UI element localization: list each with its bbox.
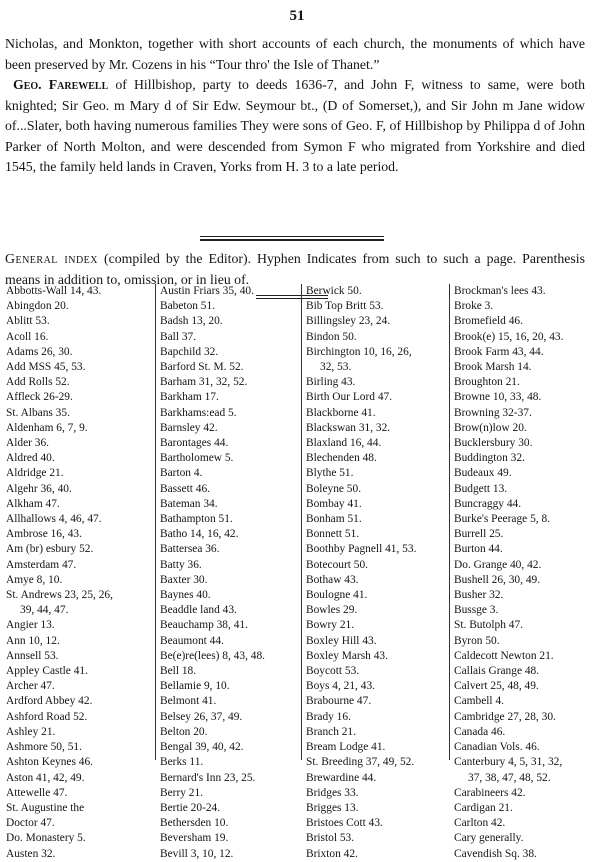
index-entry: Add Rolls 52. [6, 376, 70, 389]
index-entry: Caldecott Newton 21. [454, 649, 554, 662]
index-entry: Bridges 33. [306, 786, 359, 799]
page-number: 51 [289, 8, 305, 24]
index-entry: Bothaw 43. [306, 573, 359, 586]
index-entry: Cardigan 21. [454, 801, 513, 814]
index-entry: Bengal 39, 40, 42. [160, 741, 244, 754]
index-entry: Belton 20. [160, 725, 208, 738]
index-entry: Boxley Marsh 43. [306, 649, 388, 662]
index-entry: St. Augustine the [6, 801, 85, 814]
index-entry: Boulogne 41. [306, 589, 368, 602]
index-entry: Botecourt 50. [306, 558, 369, 571]
index-entry: Ashford Road 52. [6, 710, 88, 723]
index-entry: Bell 18. [160, 665, 197, 678]
index-entry: Bindon 50. [306, 330, 357, 343]
index-entry: Bassett 46. [160, 482, 210, 495]
index-column-1 [6, 284, 113, 862]
index-entry: Cavendish Sq. 38. [454, 847, 537, 860]
index-entry: Amye 8, 10. [6, 573, 63, 586]
index-entry: Barkham 17. [160, 391, 219, 404]
index-entry: Brewardine 44. [306, 771, 377, 784]
section-divider [200, 236, 384, 241]
index-entry: 32, 53. [320, 361, 352, 374]
index-entry: Bonnett 51. [306, 528, 360, 541]
index-entry: Blackswan 31, 32. [306, 421, 391, 434]
index-entry: Abingdon 20. [6, 300, 69, 313]
index-entry: Barkhams:ead 5. [160, 406, 237, 419]
index-entry: Burke's Peerage 5, 8. [454, 513, 550, 526]
index-entry: Aldred 40. [6, 452, 55, 465]
index-entry: Aston 41, 42, 49. [6, 771, 85, 784]
index-entry: Bream Lodge 41. [306, 741, 386, 754]
index-entry: Bateman 34. [160, 497, 218, 510]
index-entry: Bussge 3. [454, 604, 499, 617]
index-entry: Broke 3. [454, 300, 494, 313]
index-entry: Brabourne 47. [306, 695, 372, 708]
index-entry: Bromefield 46. [454, 315, 523, 328]
index-entry: Birling 43. [306, 376, 356, 389]
index-entry: Birchington 10, 16, 26, [306, 345, 412, 358]
index-entry: Browne 10, 33, 48. [454, 391, 542, 404]
index-entry: Blaxland 16, 44. [306, 437, 382, 450]
index-entry: Barnsley 42. [160, 421, 218, 434]
index-entry: Ann 10, 12. [6, 634, 60, 647]
index-entry: Alkham 47. [6, 497, 60, 510]
index-entry: Amsterdam 47. [6, 558, 77, 571]
index-entry: Cary generally. [454, 832, 524, 845]
index-entry: Bartholomew 5. [160, 452, 234, 465]
farewell-text: of Hillbishop, party to deeds 1636-7, and John F, witness to same, were both knighted; Sir Geo. m Mary d of Sir Edw. Seymour bt., (D of Somerset,), and Sir John m Jane widow of...Slater, both having numerous families They were sons of Geo. F, of Hillbishop by Philippa d of John Parker of North Molton, and were descended from Symon F who migrated from Yorkshire and died 1545, the family held lands in Craven, Yorks from H. 3 to a late period. [5, 77, 585, 174]
index-entry: Beauchamp 38, 41. [160, 619, 248, 632]
index-entry: Doctor 47. [6, 817, 55, 830]
index-entry: Barton 4. [160, 467, 203, 480]
index-entry: Barham 31, 32, 52. [160, 376, 248, 389]
index-entry: 39, 44, 47. [20, 604, 69, 617]
index-entry: Boleyne 50. [306, 482, 362, 495]
index-column-3 [306, 284, 416, 862]
index-entry: Bevill 3, 10, 12. [160, 847, 234, 860]
intro-paragraph-1: Nicholas, and Monkton, together with short accounts of each church, the monuments of which have been preserved by Mr. Cozens in his “Tour thro' the Isle of Thanet.” [5, 36, 585, 72]
index-entry: Blackborne 41. [306, 406, 376, 419]
index-entry: Barontages 44. [160, 437, 229, 450]
index-column-4 [454, 284, 563, 862]
index-entry: Archer 47. [6, 680, 55, 693]
index-entry: Angier 13. [6, 619, 55, 632]
index-entry: Browning 32-37. [454, 406, 532, 419]
index-heading-text: (compiled by the Editor). Hyphen Indicates from such to such a page. Parenthesis means in addition to, omission, or in lieu of. [5, 251, 585, 287]
index-entry: Blythe 51. [306, 467, 354, 480]
index-entry: Buddington 32. [454, 452, 525, 465]
index-entry: Busher 32. [454, 589, 504, 602]
index-entry: Burrell 25. [454, 528, 504, 541]
index-entry: Barford St. M. 52. [160, 361, 244, 374]
index-entry: Bombay 41. [306, 497, 362, 510]
index-entry: Ardford Abbey 42. [6, 695, 93, 708]
index-entry: Beaumont 44. [160, 634, 224, 647]
index-entry: Brook Marsh 14. [454, 361, 532, 374]
index-entry: Baxter 30. [160, 573, 208, 586]
index-entry: Birth Our Lord 47. [306, 391, 393, 404]
index-entry: Bristoes Cott 43. [306, 817, 383, 830]
index-entry: Austen 32. [6, 847, 56, 860]
index-entry: St. Andrews 23, 25, 26, [6, 589, 113, 602]
index-entry: Acoll 16. [6, 330, 49, 343]
index-heading-title: General index [5, 251, 98, 266]
index-entry: Beversham 19. [160, 832, 229, 845]
index-entry: Bapchild 32. [160, 345, 219, 358]
index-entry: 37, 38, 47, 48, 52. [468, 771, 551, 784]
index-entry: Blechenden 48. [306, 452, 377, 465]
index-entry: Calvert 25, 48, 49. [454, 680, 539, 693]
index-entry: Brixton 42. [306, 847, 358, 860]
index-entry: Bowles 29. [306, 604, 358, 617]
index-entry: Austin Friars 35, 40. [160, 285, 254, 297]
index-entry: Budeaux 49. [454, 467, 512, 480]
index-entry: Aldenham 6, 7, 9. [6, 421, 88, 434]
index-entry: Brady 16. [306, 710, 351, 723]
index-entry: Ashmore 50, 51. [6, 741, 82, 754]
index-entry: St. Breeding 37, 49, 52. [306, 756, 415, 769]
index-entry: Ablitt 53. [6, 315, 50, 328]
index-entry: St. Butolph 47. [454, 619, 523, 632]
index-entry: Bushell 26, 30, 49. [454, 573, 541, 586]
index-entry: Canterbury 4, 5, 31, 32, [454, 756, 563, 769]
index-entry: Brook Farm 43, 44. [454, 345, 544, 358]
index-entry: Be(e)re(lees) 8, 43, 48. [160, 649, 266, 662]
index-entry: Belsey 26, 37, 49. [160, 710, 243, 723]
index-entry: Batty 36. [160, 558, 202, 571]
index-entry: Brigges 13. [306, 801, 359, 814]
index-entry: Canadian Vols. 46. [454, 741, 540, 754]
index-entry: Beaddle land 43. [160, 604, 237, 617]
index-entry: Carlton 42. [454, 817, 506, 830]
index-entry: Berry 21. [160, 786, 204, 799]
index-entry: Boys 4, 21, 43. [306, 680, 375, 693]
index-entry: Budgett 13. [454, 482, 508, 495]
index-entry: Branch 21. [306, 725, 356, 738]
index-entry: Algehr 36, 40. [6, 482, 72, 495]
index-entry: Add MSS 45, 53. [6, 361, 86, 374]
index-entry: Badsh 13, 20. [160, 315, 223, 328]
index-entry: Do. Monastery 5. [6, 832, 86, 845]
index-column-2 [160, 284, 265, 862]
index-entry: Ambrose 16, 43. [6, 528, 82, 541]
farewell-name: Geo. Farewell [13, 77, 109, 92]
index-entry: Annsell 53. [6, 649, 59, 662]
index-entry: Bertie 20-24. [160, 801, 221, 814]
index-entry: Berks 11. [160, 756, 204, 769]
index-entry: Brook(e) 15, 16, 20, 43. [454, 330, 564, 343]
index-entry: Adams 26, 30. [6, 345, 73, 358]
index-entry: Bib Top Britt 53. [306, 300, 384, 313]
index-entry: Bucklersbury 30. [454, 437, 533, 450]
index-entry: Bellamie 9, 10. [160, 680, 230, 693]
index-entry: Alder 36. [6, 437, 50, 450]
index-entry: Ashton Keynes 46. [6, 756, 94, 769]
index-entry: Burton 44. [454, 543, 503, 556]
index-entry: Cambridge 27, 28, 30. [454, 710, 556, 723]
index-entry: Billingsley 23, 24. [306, 315, 391, 328]
index-entry: Boycott 53. [306, 665, 360, 678]
intro-text [5, 34, 585, 178]
index-entry: Bonham 51. [306, 513, 362, 526]
index-entry: Boxley Hill 43. [306, 634, 377, 647]
index-entry: Bristol 53. [306, 832, 355, 845]
index-entry: Attewelle 47. [6, 786, 68, 799]
index-entry: Belmont 41. [160, 695, 217, 708]
index-entry: Am (br) esbury 52. [6, 543, 94, 556]
index-entry: Broughton 21. [454, 376, 520, 389]
index-entry: Babeton 51. [160, 300, 216, 313]
index-entry: Bernard's Inn 23, 25. [160, 771, 256, 784]
index-entry: Allhallows 4, 46, 47. [6, 513, 102, 526]
index-entry: Abbotts-Wall 14, 43. [6, 285, 102, 297]
intro-paragraph-2 [5, 75, 585, 178]
index-entry: Cambell 4. [454, 695, 504, 708]
index-entry: Affleck 26-29. [6, 391, 73, 404]
index-entry: Baynes 40. [160, 589, 211, 602]
index-entry: Brow(n)low 20. [454, 421, 527, 434]
index-entry: Buncraggy 44. [454, 497, 522, 510]
index-entry: St. Albans 35. [6, 406, 70, 419]
index-entry: Canada 46. [454, 725, 506, 738]
index-entry: Batho 14, 16, 42. [160, 528, 239, 541]
index-entry: Bowry 21. [306, 619, 355, 632]
index-entry: Do. Grange 40, 42. [454, 558, 542, 571]
index-entry: Aldridge 21. [6, 467, 64, 480]
index-entry: Ashley 21. [6, 725, 56, 738]
index-entry: Brockman's lees 43. [454, 285, 546, 297]
index-entry: Berwick 50. [306, 285, 362, 297]
index-entry: Byron 50. [454, 634, 500, 647]
index-entry: Appley Castle 41. [6, 665, 88, 678]
index-entry: Callais Grange 48. [454, 665, 540, 678]
index-entry: Ball 37. [160, 330, 197, 343]
index-entry: Bethersden 10. [160, 817, 229, 830]
index-entry: Battersea 36. [160, 543, 220, 556]
index-entry: Carabineers 42. [454, 786, 526, 799]
index-entry: Boothby Pagnell 41, 53. [306, 543, 417, 556]
index-columns [6, 284, 590, 860]
index-entry: Bathampton 51. [160, 513, 233, 526]
